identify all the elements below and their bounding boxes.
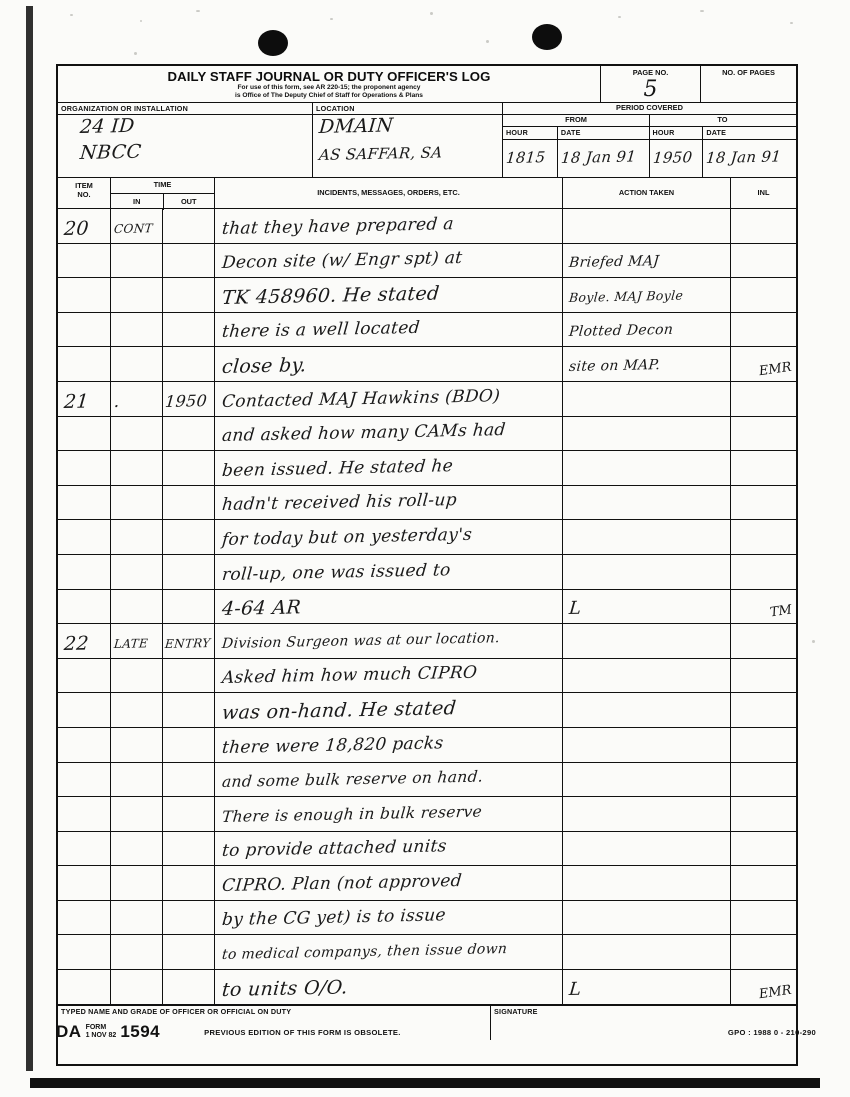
action-taken-text-cell <box>562 797 730 831</box>
incident-text-cell <box>214 520 562 554</box>
table-row[interactable] <box>58 935 796 970</box>
scan-speckle <box>70 14 73 16</box>
time-out-cell <box>162 313 214 347</box>
table-row[interactable] <box>58 693 796 728</box>
action-taken-text-cell <box>562 520 730 554</box>
location-label-cell <box>312 103 502 114</box>
table-row[interactable] <box>58 347 796 382</box>
item-no-cell <box>58 417 110 451</box>
incident-text-cell <box>214 382 562 416</box>
item-no-cell <box>58 901 110 935</box>
inl-cell <box>730 659 796 693</box>
scan-speckle <box>618 16 621 18</box>
date-label: DATE <box>560 128 581 137</box>
time-in-cell <box>110 555 162 589</box>
inl-cell <box>730 693 796 727</box>
table-row[interactable] <box>58 624 796 659</box>
item-no-cell <box>58 866 110 900</box>
organization-value-cell <box>58 115 312 177</box>
item-no-cell <box>58 797 110 831</box>
table-row[interactable] <box>58 244 796 279</box>
no-of-pages-block <box>700 66 796 102</box>
incident-text-cell <box>214 486 562 520</box>
incident-text-value: by the CG yet) is to issue <box>221 905 447 931</box>
incident-text-cell <box>214 866 562 900</box>
action-taken-text-cell <box>562 555 730 589</box>
time-out-cell <box>162 901 214 935</box>
incident-text-value: roll-up, one was issued to <box>221 559 452 585</box>
item-no-cell <box>58 659 110 693</box>
period-covered-label-cell <box>502 103 796 114</box>
incident-text-cell <box>214 935 562 969</box>
form-subtitle-line1: For use of this form, see AR 220-15; the proponent agency <box>237 84 421 91</box>
time-out-cell <box>162 417 214 451</box>
inl-cell <box>730 347 796 381</box>
time-in-cell <box>110 901 162 935</box>
to-date-value: 18 Jan 91 <box>705 147 783 167</box>
table-row[interactable] <box>58 866 796 901</box>
action-taken-text-cell <box>562 659 730 693</box>
form-identification-line <box>56 1020 816 1044</box>
time-in-cell <box>110 728 162 762</box>
table-row[interactable] <box>58 486 796 521</box>
col-time-out-header <box>163 194 215 210</box>
time-out-cell <box>162 866 214 900</box>
inl-cell <box>730 555 796 589</box>
time-in-cell <box>110 832 162 866</box>
time-in-cell <box>110 451 162 485</box>
col-time-out-label: OUT <box>180 197 197 206</box>
organization-label-cell <box>58 103 312 114</box>
hole-punch-icon <box>258 30 288 56</box>
to-hour-label-cell <box>649 127 703 139</box>
to-label-cell <box>649 115 795 126</box>
form-revision-label: 1 NOV 82 <box>85 1032 117 1039</box>
incident-text-value: Decon site (w/ Engr spt) at <box>221 248 464 274</box>
hour-label: HOUR <box>652 128 675 137</box>
incident-text-cell <box>214 244 562 278</box>
time-in-cell <box>110 763 162 797</box>
action-taken-text-value: L <box>568 978 583 1000</box>
time-out-cell <box>162 970 214 1004</box>
log-entries-table <box>58 209 796 1005</box>
inl-cell <box>730 901 796 935</box>
incident-text-cell <box>214 763 562 797</box>
gpo-imprint: GPO : 1988 0 - 210-290 <box>727 1027 816 1037</box>
time-in-cell <box>110 382 162 416</box>
scan-edge-bottom <box>30 1078 820 1088</box>
item-no-cell <box>58 728 110 762</box>
table-row[interactable] <box>58 209 796 244</box>
incident-text-cell <box>214 659 562 693</box>
item-no-cell <box>58 347 110 381</box>
inl-cell <box>730 797 796 831</box>
action-taken-text-cell <box>562 693 730 727</box>
item-no-cell <box>58 763 110 797</box>
action-taken-text-value: site on MAP. <box>568 357 661 375</box>
inl-cell <box>730 417 796 451</box>
time-out-cell <box>162 659 214 693</box>
item-no-value: 22 <box>63 632 90 655</box>
action-taken-text-cell <box>562 313 730 347</box>
from-date-value-cell <box>557 140 649 177</box>
inl-cell <box>730 624 796 658</box>
time-out-cell <box>162 590 214 624</box>
scan-speckle <box>330 18 333 20</box>
item-no-cell <box>58 451 110 485</box>
location-label: LOCATION <box>316 104 355 113</box>
incident-text-value: hadn't received his roll-up <box>221 490 458 516</box>
incident-text-cell <box>214 451 562 485</box>
location-value-line1: DMAIN <box>318 114 395 138</box>
incident-text-value: close by. <box>221 354 308 378</box>
item-no-value: 21 <box>63 390 90 413</box>
from-hour-value-cell <box>503 140 557 177</box>
item-no-cell <box>58 209 110 243</box>
da-form-1594 <box>56 64 798 1066</box>
incident-text-cell <box>214 728 562 762</box>
scan-speckle <box>196 10 200 12</box>
time-out-cell <box>162 451 214 485</box>
col-time-in-label: IN <box>133 197 141 206</box>
incident-text-cell <box>214 278 562 312</box>
incident-text-value: was on-hand. He stated <box>221 697 458 724</box>
form-word-label: FORM <box>85 1024 107 1031</box>
time-out-cell <box>162 520 214 554</box>
action-taken-text-cell <box>562 209 730 243</box>
incident-text-value: Contacted MAJ Hawkins (BDO) <box>221 385 501 412</box>
incident-text-cell <box>214 209 562 243</box>
from-label-cell <box>503 115 649 126</box>
initials-value: EMR <box>758 359 793 380</box>
hour-date-value-row <box>503 140 796 177</box>
table-row[interactable] <box>58 417 796 452</box>
table-row[interactable] <box>58 313 796 348</box>
action-taken-text-cell <box>562 832 730 866</box>
item-no-cell <box>58 935 110 969</box>
time-in-cell <box>110 347 162 381</box>
time-in-cell <box>110 209 162 243</box>
to-date-label-cell <box>702 127 796 139</box>
initials-value: EMR <box>758 982 793 1002</box>
incident-text-cell <box>214 555 562 589</box>
scan-speckle <box>140 20 142 22</box>
col-incidents-header <box>214 178 562 208</box>
action-taken-text-cell <box>562 590 730 624</box>
time-in-cell <box>110 935 162 969</box>
time-in-cell <box>110 866 162 900</box>
incident-text-value: that they have prepared a <box>221 213 455 239</box>
page-no-block <box>600 66 700 102</box>
incident-text-cell <box>214 832 562 866</box>
item-no-cell <box>58 278 110 312</box>
organization-value-line1: 24 ID <box>79 114 136 138</box>
time-in-cell <box>110 278 162 312</box>
scan-speckle <box>430 12 433 15</box>
time-in-cell <box>110 590 162 624</box>
action-taken-text-cell <box>562 347 730 381</box>
incident-text-cell <box>214 797 562 831</box>
incident-text-cell <box>214 417 562 451</box>
item-no-cell <box>58 832 110 866</box>
inl-cell <box>730 451 796 485</box>
time-out-cell <box>162 209 214 243</box>
no-of-pages-label: NO. OF PAGES <box>722 68 775 77</box>
header-labels-row <box>58 103 796 115</box>
item-no-cell <box>58 520 110 554</box>
item-no-cell <box>58 244 110 278</box>
initials-value: TM <box>769 602 793 621</box>
time-out-cell <box>162 624 214 658</box>
from-to-label-row <box>503 115 796 127</box>
scan-speckle <box>134 52 137 55</box>
action-taken-text-cell <box>562 451 730 485</box>
item-no-cell <box>58 382 110 416</box>
col-time-label: TIME <box>111 178 214 194</box>
incident-text-value: TK 458960. He stated <box>221 282 441 309</box>
action-taken-text-cell <box>562 728 730 762</box>
time-out-cell <box>162 763 214 797</box>
time-out-cell <box>162 244 214 278</box>
incident-text-value: 4-64 AR <box>221 596 302 621</box>
time-in-cell <box>110 624 162 658</box>
period-covered-label: PERIOD COVERED <box>616 103 683 112</box>
form-subtitle-line2: is Office of The Deputy Chief of Staff for Operations & Plans <box>235 92 423 99</box>
time-in-cell <box>110 693 162 727</box>
hole-punch-icon <box>532 24 562 50</box>
incident-text-value: there were 18,820 packs <box>221 732 445 758</box>
action-taken-text-value: Boyle. MAJ Boyle <box>568 287 684 305</box>
action-taken-text-value: L <box>568 597 583 620</box>
time-out-cell <box>162 278 214 312</box>
table-row[interactable] <box>58 763 796 798</box>
col-incidents-label: INCIDENTS, MESSAGES, ORDERS, ETC. <box>317 188 460 197</box>
page-no-label: PAGE NO. <box>632 68 669 77</box>
time-out-cell <box>162 728 214 762</box>
time-in-cell <box>110 244 162 278</box>
action-taken-text-cell <box>562 901 730 935</box>
incident-text-value: to medical companys, then issue down <box>221 941 508 964</box>
action-taken-text-value: Plotted Decon <box>568 322 674 341</box>
time-in-cell <box>110 659 162 693</box>
item-no-cell <box>58 486 110 520</box>
incident-text-value: there is a well located <box>221 318 421 343</box>
hour-label: HOUR <box>506 128 528 137</box>
item-no-cell <box>58 313 110 347</box>
to-date-value-cell <box>702 140 796 177</box>
page-no-value: 5 <box>643 77 658 102</box>
inl-cell <box>730 209 796 243</box>
signature-label: SIGNATURE <box>494 1006 538 1016</box>
incident-text-cell <box>214 970 562 1004</box>
action-taken-text-cell <box>562 417 730 451</box>
item-no-cell <box>58 970 110 1004</box>
time-out-cell <box>162 935 214 969</box>
time-out-cell <box>162 693 214 727</box>
page-title: DAILY STAFF JOURNAL OR DUTY OFFICER'S LOG <box>167 69 491 84</box>
item-no-cell <box>58 555 110 589</box>
scan-edge-left <box>26 6 33 1071</box>
action-taken-text-cell <box>562 763 730 797</box>
action-taken-text-cell <box>562 970 730 1004</box>
incident-text-value: There is enough in bulk reserve <box>221 802 483 826</box>
from-date-label-cell <box>557 127 649 139</box>
incident-text-cell <box>214 347 562 381</box>
scan-speckle <box>790 22 793 24</box>
inl-cell <box>730 935 796 969</box>
inl-cell <box>730 763 796 797</box>
action-taken-text-cell <box>562 486 730 520</box>
table-row[interactable] <box>58 901 796 936</box>
incident-text-value: and some bulk reserve on hand. <box>221 767 484 792</box>
time-in-cell <box>110 970 162 1004</box>
period-covered-cell <box>502 115 796 177</box>
form-date-label <box>86 1024 117 1040</box>
action-taken-text-cell <box>562 866 730 900</box>
incident-text-value: been issued. He stated he <box>221 455 454 481</box>
item-no-cell <box>58 624 110 658</box>
item-no-cell <box>58 590 110 624</box>
time-out-cell <box>162 347 214 381</box>
time-in-value: CONT <box>113 220 154 236</box>
time-in-value: . <box>113 391 121 412</box>
to-label: TO <box>717 115 728 124</box>
table-row[interactable] <box>58 520 796 555</box>
incident-text-value: Asked him how much CIPRO <box>221 662 479 689</box>
form-title-block <box>58 66 600 102</box>
inl-cell <box>730 520 796 554</box>
location-value-cell <box>312 115 502 177</box>
inl-cell <box>730 832 796 866</box>
time-in-value: LATE <box>113 636 149 651</box>
inl-cell <box>730 313 796 347</box>
time-out-cell <box>162 555 214 589</box>
inl-cell <box>730 970 796 1004</box>
col-inl-header <box>730 178 796 208</box>
inl-cell <box>730 382 796 416</box>
hour-date-label-row <box>503 127 796 140</box>
typed-name-label: TYPED NAME AND GRADE OF OFFICER OR OFFICIAL ON DUTY <box>61 1006 292 1016</box>
incident-text-value: Division Surgeon was at our location. <box>221 629 501 652</box>
table-row[interactable] <box>58 970 796 1005</box>
inl-cell <box>730 244 796 278</box>
action-taken-text-cell <box>562 935 730 969</box>
location-value-line2: AS SAFFAR, SA <box>318 143 444 164</box>
from-hour-value: 1815 <box>505 148 547 167</box>
col-action-taken-header <box>562 178 730 208</box>
previous-edition-note: PREVIOUS EDITION OF THIS FORM IS OBSOLETE. <box>204 1027 401 1037</box>
inl-cell <box>730 486 796 520</box>
header-values-row <box>58 115 796 178</box>
inl-cell <box>730 278 796 312</box>
action-taken-text-cell <box>562 382 730 416</box>
da-label: DA <box>56 1022 82 1041</box>
time-in-cell <box>110 486 162 520</box>
table-row[interactable] <box>58 728 796 763</box>
time-out-cell <box>162 797 214 831</box>
table-row[interactable] <box>58 382 796 417</box>
from-hour-label-cell <box>503 127 557 139</box>
organization-value-line2: NBCC <box>79 140 143 164</box>
incident-text-value: to units O/O. <box>221 976 349 1001</box>
col-time-in-header <box>111 194 163 210</box>
incident-text-value: and asked how many CAMs had <box>221 420 507 447</box>
log-column-headers <box>58 178 796 209</box>
item-no-value: 20 <box>63 217 90 240</box>
from-label: FROM <box>565 115 587 124</box>
time-out-cell <box>162 832 214 866</box>
action-taken-text-cell <box>562 624 730 658</box>
action-taken-text-cell <box>562 278 730 312</box>
scan-speckle <box>486 40 489 43</box>
inl-cell <box>730 590 796 624</box>
table-row[interactable] <box>58 451 796 486</box>
time-in-cell <box>110 797 162 831</box>
incident-text-value: CIPRO. Plan (not approved <box>221 870 463 896</box>
time-in-cell <box>110 417 162 451</box>
incident-text-cell <box>214 901 562 935</box>
scan-speckle <box>812 640 815 643</box>
incident-text-cell <box>214 590 562 624</box>
incident-text-cell <box>214 313 562 347</box>
to-hour-value-cell <box>649 140 703 177</box>
incident-text-value: to provide attached units <box>221 836 448 862</box>
table-row[interactable] <box>58 278 796 313</box>
time-out-value: ENTRY <box>164 635 212 651</box>
title-row <box>58 66 796 103</box>
inl-cell <box>730 728 796 762</box>
item-no-cell <box>58 693 110 727</box>
table-row[interactable] <box>58 832 796 867</box>
scan-speckle <box>700 10 704 12</box>
col-action-taken-label: ACTION TAKEN <box>618 188 675 197</box>
inl-cell <box>730 866 796 900</box>
incident-text-cell <box>214 693 562 727</box>
incident-text-value: for today but on yesterday's <box>221 524 473 550</box>
time-out-cell <box>162 486 214 520</box>
col-item-no-header: ITEM NO. <box>75 181 93 199</box>
col-inl-label: INL <box>757 188 770 197</box>
table-row[interactable] <box>58 590 796 625</box>
to-hour-value: 1950 <box>651 148 693 167</box>
action-taken-text-value: Briefed MAJ <box>568 253 660 272</box>
incident-text-cell <box>214 624 562 658</box>
from-date-value: 18 Jan 91 <box>560 147 637 167</box>
date-label: DATE <box>706 128 727 137</box>
col-time-header <box>110 178 214 208</box>
time-in-cell <box>110 313 162 347</box>
time-in-cell <box>110 520 162 554</box>
organization-label: ORGANIZATION OR INSTALLATION <box>61 104 188 113</box>
time-out-cell <box>162 382 214 416</box>
table-row[interactable] <box>58 659 796 694</box>
time-out-value: 1950 <box>164 390 208 411</box>
action-taken-text-cell <box>562 244 730 278</box>
table-row[interactable] <box>58 797 796 832</box>
table-row[interactable] <box>58 555 796 590</box>
form-number: 1594 <box>120 1022 161 1041</box>
